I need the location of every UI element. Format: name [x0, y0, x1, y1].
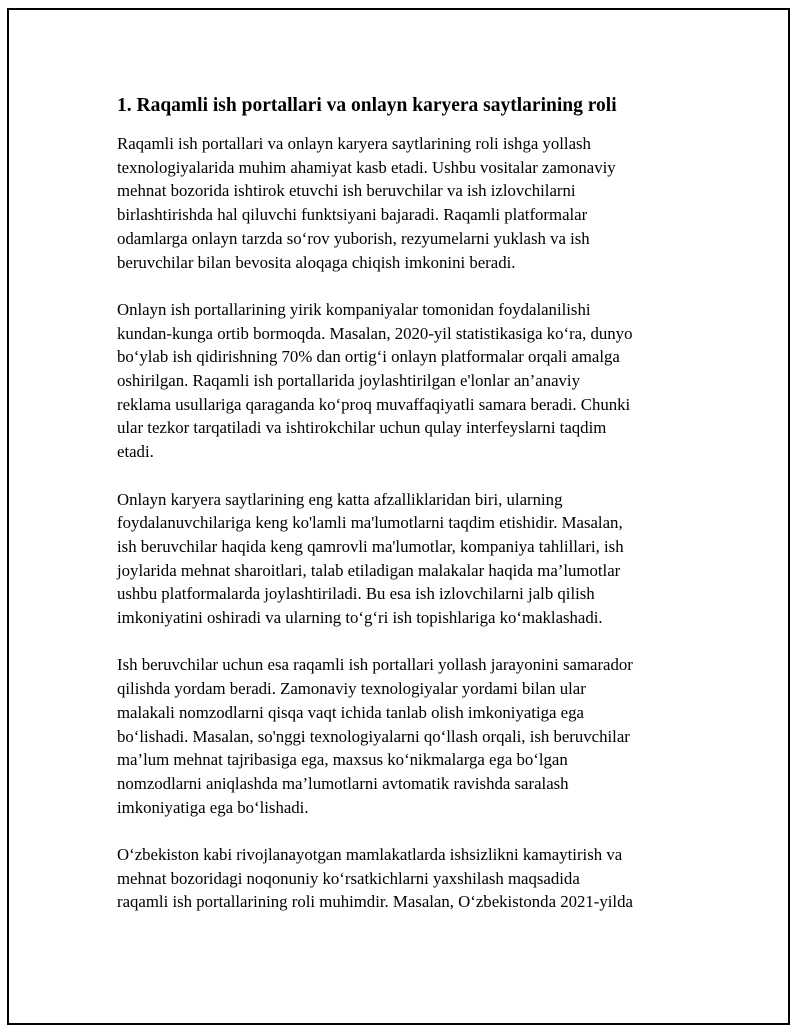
text-line: odamlarga onlayn tarzda so‘rov yuborish, rezyumelarni yuklash va ish	[117, 228, 590, 248]
text-line: Raqamli ish portallari va onlayn karyera saytlarining roli ishga yollash	[117, 134, 591, 153]
text-line: joylarida mehnat sharoitlari, talab etiladigan malakalar haqida ma’lumotlar	[117, 560, 621, 580]
text-line: bo‘lishadi. Masalan, so'nggi texnologiyalarni qo‘llash orqali, ish beruvchilar	[117, 726, 630, 746]
paragraph-employers	[117, 653, 687, 819]
text-line: ma’lum mehnat tajribasiga ega, maxsus ko‘nikmalarga ega bo‘lgan	[117, 750, 568, 770]
text-line: imkoniyatini oshiradi va ularning to‘g‘ri ish topishlariga ko‘maklashadi.	[117, 608, 603, 628]
text-line: ushbu platformalarda joylashtiriladi. Bu esa ish izlovchilarni jalb qilish	[117, 584, 595, 604]
text-line: birlashtirishda hal qiluvchi funktsiyani bajaradi. Raqamli platformalar	[117, 205, 588, 225]
text-line: Onlayn karyera saytlarining eng katta afzalliklaridan biri, ularning	[117, 489, 563, 509]
text-line: etadi.	[117, 442, 154, 462]
text-line: imkoniyatiga ega bo‘lishadi.	[117, 797, 309, 817]
text-line: bo‘ylab ish qidirishning 70% dan ortig‘i onlayn platformalar orqali amalga	[117, 347, 620, 367]
text-line: oshirilgan. Raqamli ish portallarida joylashtirilgan e'lonlar an’anaviy	[117, 371, 580, 391]
text-line: O‘zbekiston kabi rivojlanayotgan mamlakatlarda ishsizlikni kamaytirish va	[117, 845, 623, 865]
text-line: foydalanuvchilariga keng ko'lamli ma'lumotlarni taqdim etishidir. Masalan,	[117, 513, 623, 533]
text-line: kundan-kunga ortib bormoqda. Masalan, 2020-yil statistikasiga ko‘ra, dunyo	[117, 323, 633, 343]
section-heading: 1. Raqamli ish portallari va onlayn karyera saytlarining roli	[117, 95, 617, 116]
text-line: malakali nomzodlarni qisqa vaqt ichida tanlab olish imkoniyatiga ega	[117, 702, 584, 722]
text-line: qilishda yordam beradi. Zamonaviy texnologiyalar yordami bilan ular	[117, 679, 586, 699]
text-line: mehnat bozorida ishtirok etuvchi ish beruvchilar va ish izlovchilarni	[117, 181, 576, 201]
paragraph-intro	[117, 132, 687, 274]
paragraph-statistics	[117, 298, 687, 464]
text-line: Onlayn ish portallarining yirik kompaniyalar tomonidan foydalanilishi	[117, 299, 591, 319]
text-line: ular tezkor tarqatiladi va ishtirokchilar uchun qulay interfeyslarni taqdim	[117, 418, 607, 438]
text-line: beruvchilar bilan bevosita aloqaga chiqish imkonini beradi.	[117, 252, 516, 272]
text-line: mehnat bozoridagi noqonuniy ko‘rsatkichlarni yaxshilash maqsadida	[117, 868, 580, 888]
paragraph-uzbekistan	[117, 843, 687, 914]
text-line: raqamli ish portallarining roli muhimdir. Masalan, O‘zbekistonda 2021-yilda	[117, 892, 633, 912]
text-line: texnologiyalarida muhim ahamiyat kasb etadi. Ushbu vositalar zamonaviy	[117, 157, 616, 177]
text-line: Ish beruvchilar uchun esa raqamli ish portallari yollash jarayonini samarador	[117, 655, 633, 675]
document-body	[117, 92, 687, 914]
paragraph-advantages	[117, 488, 687, 630]
text-line: reklama usullariga qaraganda ko‘proq muvaffaqiyatli samara beradi. Chunki	[117, 394, 631, 414]
text-line: nomzodlarni aniqlashda ma’lumotlarni avtomatik ravishda saralash	[117, 773, 569, 793]
text-line: ish beruvchilar haqida keng qamrovli ma'lumotlar, kompaniya tahlillari, ish	[117, 536, 624, 556]
